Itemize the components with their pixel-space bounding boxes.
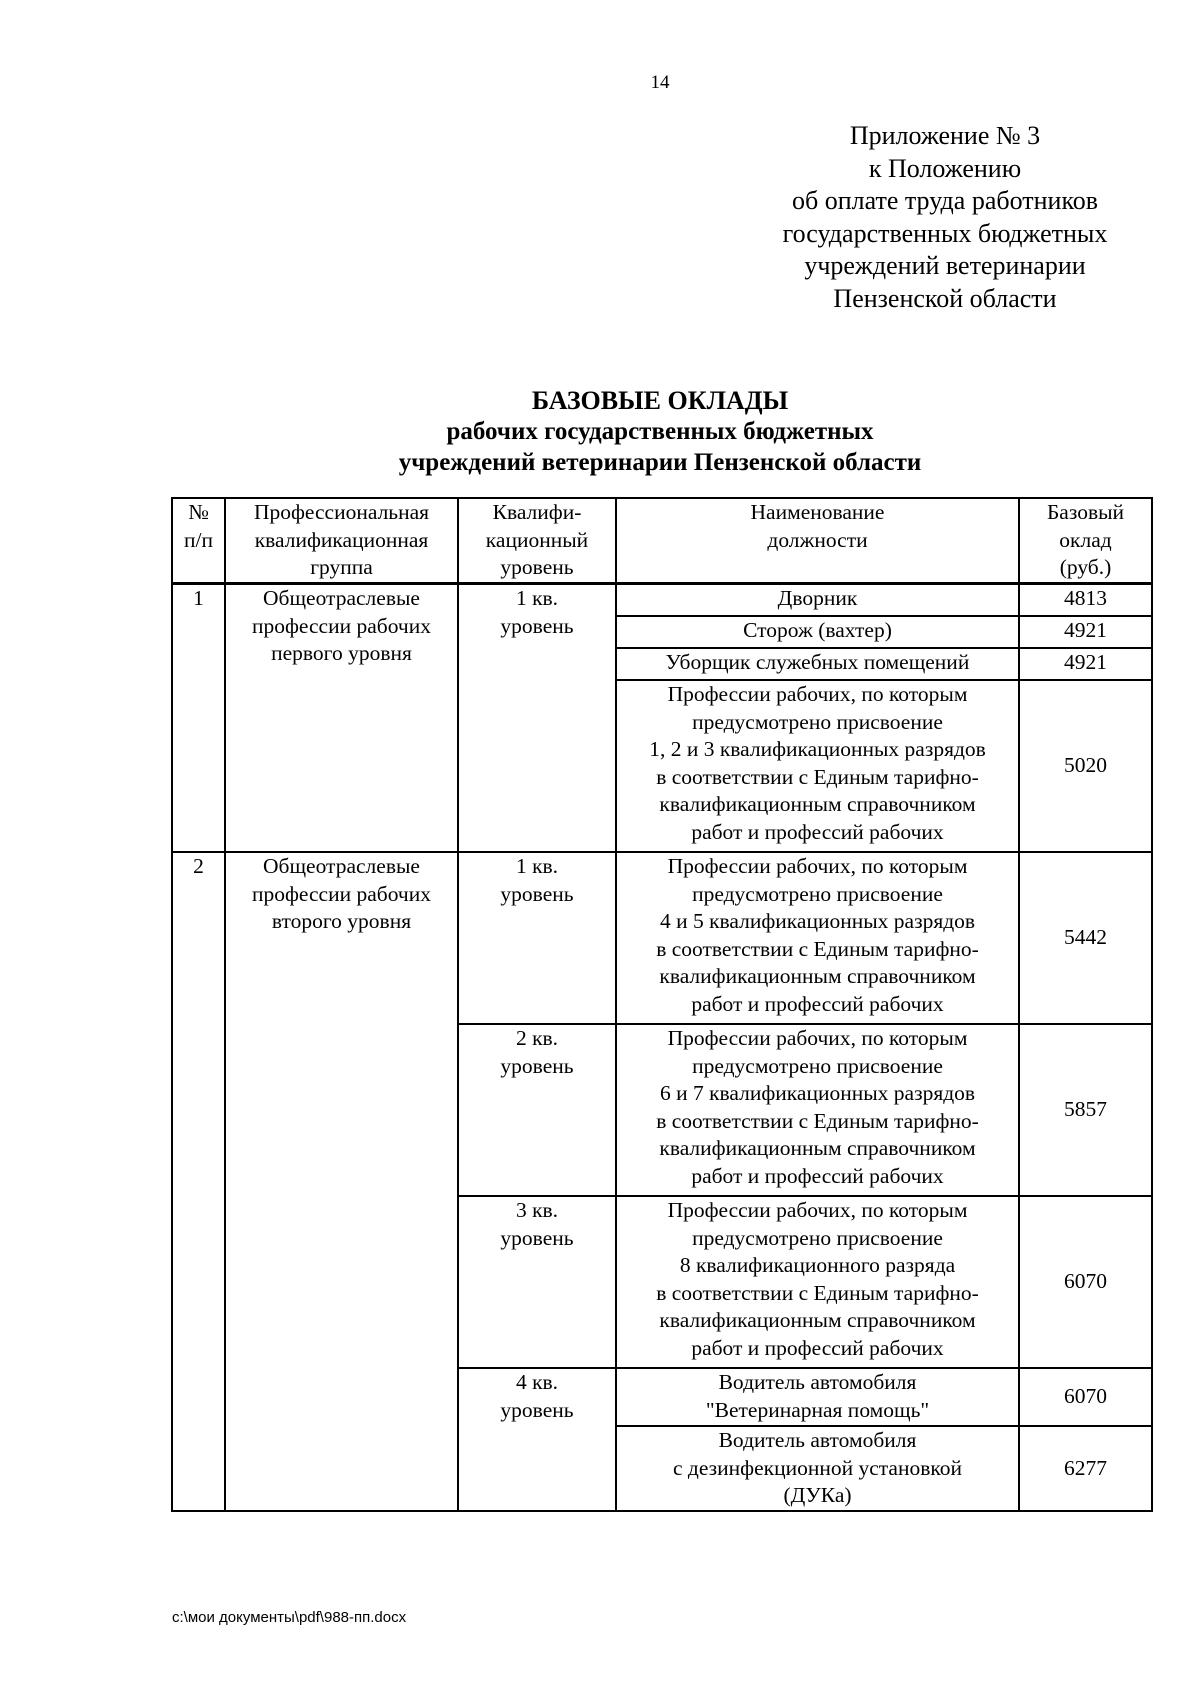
text-line: 6 и 7 квалификационных разрядов xyxy=(659,1081,976,1105)
text-line: 1 кв. xyxy=(515,586,559,610)
text-line: работ и профессий рабочих xyxy=(691,1163,944,1188)
text-line: Дворник xyxy=(777,586,858,610)
text-line: квалификационная xyxy=(254,527,429,552)
qual-level xyxy=(458,1368,616,1511)
salary-value: 6070 xyxy=(1019,1368,1152,1426)
salary-table xyxy=(171,497,1153,1512)
text-line: 1 кв. xyxy=(515,854,559,878)
position-name xyxy=(616,1196,1019,1368)
text-line: в соответствии с Единым тарифно- xyxy=(656,1280,979,1305)
text-line: уровень xyxy=(500,1225,574,1250)
text-line: (руб.) xyxy=(1059,555,1112,579)
text-line: п/п xyxy=(184,527,213,552)
text-line: Профессии рабочих, по которым xyxy=(667,1026,968,1050)
appendix-line: учреждений ветеринарии xyxy=(804,251,1086,280)
text-line: Квалифи- xyxy=(492,500,582,524)
text-line: (ДУКа) xyxy=(783,1483,852,1507)
text-line: профессии рабочих xyxy=(252,881,431,906)
salary-value: 4813 xyxy=(1019,584,1152,617)
text-line: оклад xyxy=(1059,527,1112,552)
position-name xyxy=(616,1368,1019,1426)
group-name xyxy=(225,584,458,853)
text-line: работ и профессий рабочих xyxy=(691,1335,944,1360)
text-line: Водитель автомобиля xyxy=(718,1428,917,1452)
appendix-line: к Положению xyxy=(868,153,1022,183)
text-line: уровень xyxy=(500,1053,574,1078)
file-path-footer: c:\мои документы\pdf\988-пп.docx xyxy=(172,1609,407,1626)
header-num xyxy=(172,498,225,584)
text-line: уровень xyxy=(500,613,574,638)
text-line: "Ветеринарная помощь" xyxy=(705,1397,930,1422)
table-row xyxy=(172,584,1152,617)
qual-level xyxy=(458,852,616,1024)
group-num: 2 xyxy=(172,852,225,1511)
page-number: 14 xyxy=(650,72,670,93)
position-name xyxy=(616,616,1019,648)
text-line: 2 кв. xyxy=(515,1026,559,1050)
group-num: 1 xyxy=(172,584,225,853)
text-line: первого уровня xyxy=(271,641,412,665)
salary-value: 5442 xyxy=(1019,852,1152,1024)
text-line: Сторож (вахтер) xyxy=(743,618,892,642)
text-line: квалификационным справочником xyxy=(659,1308,976,1332)
appendix-line: Пензенской области xyxy=(833,283,1057,313)
text-line: профессии рабочих xyxy=(252,613,431,638)
appendix-line: об оплате труда работников xyxy=(791,186,1099,215)
appendix-line: государственных бюджетных xyxy=(782,218,1108,248)
text-line: 4 кв. xyxy=(515,1370,559,1394)
text-line: в соответствии с Единым тарифно- xyxy=(656,936,979,961)
text-line: в соответствии с Единым тарифно- xyxy=(656,764,979,789)
appendix-line: Приложение № 3 xyxy=(849,121,1041,150)
text-line: предусмотрено присвоение xyxy=(692,1225,943,1250)
qual-level xyxy=(458,584,616,853)
text-line: предусмотрено присвоение xyxy=(692,1053,943,1078)
position-name xyxy=(616,1024,1019,1196)
salary-value: 4921 xyxy=(1019,648,1152,680)
position-name xyxy=(616,852,1019,1024)
text-line: предусмотрено присвоение xyxy=(692,709,943,734)
title-line: БАЗОВЫЕ ОКЛАДЫ xyxy=(531,386,789,415)
text-line: второго уровня xyxy=(271,909,412,933)
header-salary xyxy=(1019,498,1152,584)
position-name xyxy=(616,648,1019,680)
text-line: 3 кв. xyxy=(515,1198,559,1222)
text-line: Водитель автомобиля xyxy=(718,1370,917,1394)
text-line: 1, 2 и 3 квалификационных разрядов xyxy=(649,737,986,761)
qual-level xyxy=(458,1024,616,1196)
text-line: кационный xyxy=(485,527,589,552)
text-line: Уборщик служебных помещений xyxy=(665,650,970,674)
table-header-row xyxy=(172,498,1152,584)
text-line: Профессии рабочих, по которым xyxy=(667,1198,968,1222)
text-line: в соответствии с Единым тарифно- xyxy=(656,1108,979,1133)
text-line: с дезинфекционной установкой xyxy=(672,1455,962,1480)
position-name xyxy=(616,680,1019,852)
header-position xyxy=(616,498,1019,584)
text-line: Профессии рабочих, по которым xyxy=(667,854,968,878)
document-title xyxy=(170,385,1150,478)
qual-level xyxy=(458,1196,616,1368)
text-line: 8 квалификационного разряда xyxy=(679,1253,956,1277)
table-row xyxy=(172,852,1152,1024)
text-line: уровень xyxy=(500,1397,574,1422)
salary-value: 6070 xyxy=(1019,1196,1152,1368)
position-name xyxy=(616,1426,1019,1511)
text-line: квалификационным справочником xyxy=(659,1136,976,1160)
text-line: Базовый xyxy=(1046,500,1125,524)
text-line: Профессии рабочих, по которым xyxy=(667,682,968,706)
text-line: Общеотраслевые xyxy=(263,586,420,610)
text-line: должности xyxy=(767,527,868,552)
text-line: предусмотрено присвоение xyxy=(692,881,943,906)
text-line: № xyxy=(188,500,209,524)
salary-value: 5020 xyxy=(1019,680,1152,852)
text-line: группа xyxy=(310,555,373,579)
header-level xyxy=(458,498,616,584)
title-line: рабочих государственных бюджетных xyxy=(446,418,874,445)
position-name xyxy=(616,584,1019,617)
text-line: 4 и 5 квалификационных разрядов xyxy=(659,909,976,933)
text-line: работ и профессий рабочих xyxy=(691,819,944,844)
salary-value: 5857 xyxy=(1019,1024,1152,1196)
salary-value: 6277 xyxy=(1019,1426,1152,1511)
text-line: Наименование xyxy=(750,500,885,524)
text-line: уровень xyxy=(500,555,574,579)
text-line: Общеотраслевые xyxy=(263,854,420,878)
text-line: работ и профессий рабочих xyxy=(691,991,944,1016)
text-line: Профессиональная xyxy=(253,500,430,524)
text-line: квалификационным справочником xyxy=(659,964,976,988)
text-line: квалификационным справочником xyxy=(659,792,976,816)
title-line: учреждений ветеринарии Пензенской области xyxy=(398,449,922,476)
group-name xyxy=(225,852,458,1511)
salary-value: 4921 xyxy=(1019,616,1152,648)
header-group xyxy=(225,498,458,584)
text-line: уровень xyxy=(500,881,574,906)
appendix-header xyxy=(760,120,1130,315)
